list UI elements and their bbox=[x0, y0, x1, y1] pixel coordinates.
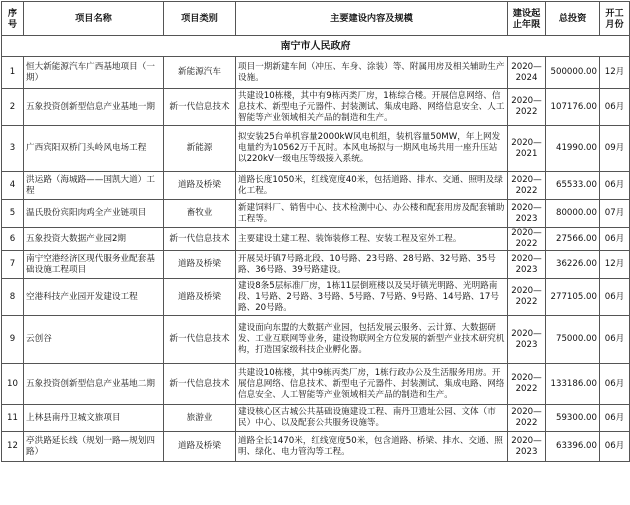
header-name: 项目名称 bbox=[24, 2, 164, 36]
cell-month: 06月 bbox=[600, 228, 630, 251]
cell-content: 共建设10栋楼，其中有9栋丙类厂房，1栋综合楼。开展信息网络、信息技术、新型电子元器件、封装测试、集成电路、网络信息安全、人工智能等产业领域相关产品的制造和生产。 bbox=[236, 89, 508, 126]
cell-category: 道路及桥梁 bbox=[164, 432, 236, 462]
cell-category: 道路及桥梁 bbox=[164, 251, 236, 279]
table-row bbox=[2, 364, 630, 405]
cell-years: 2020—2022 bbox=[508, 89, 546, 126]
header-no: 序号 bbox=[2, 2, 24, 36]
cell-month: 06月 bbox=[600, 432, 630, 462]
cell-content: 开展吴圩镇7号路北段、10号路、23号路、28号路、32号路、35号路、36号路、39号路建设。 bbox=[236, 251, 508, 279]
cell-no: 6 bbox=[2, 228, 24, 251]
cell-name: 五象投资创新型信息产业基地二期 bbox=[24, 364, 164, 405]
header-row bbox=[2, 2, 630, 36]
cell-content: 建设面向东盟的大数据产业园，包括发展云服务、云计算、大数据研发、工业互联网等业务，建设物联网全方位发展的新型产业技术研究机构，打造国家级科技企业孵化器。 bbox=[236, 316, 508, 364]
cell-name: 温氏股份宾阳肉鸡全产业链项目 bbox=[24, 200, 164, 228]
projects-table bbox=[1, 1, 630, 462]
table-row bbox=[2, 172, 630, 200]
cell-name: 空港科技产业园开发建设工程 bbox=[24, 279, 164, 316]
cell-month: 06月 bbox=[600, 316, 630, 364]
cell-category: 旅游业 bbox=[164, 405, 236, 432]
cell-month: 12月 bbox=[600, 57, 630, 89]
table-row bbox=[2, 200, 630, 228]
cell-years: 2020—2022 bbox=[508, 172, 546, 200]
cell-month: 06月 bbox=[600, 172, 630, 200]
cell-content: 拟安装25台单机容量2000kW风电机组，装机容量50MW，年上网发电量约为10562万千瓦时。本风电场拟与一期风电场共用一座升压站以220kV一级电压等级接入系统。 bbox=[236, 126, 508, 172]
cell-years: 2020—2023 bbox=[508, 251, 546, 279]
table-row bbox=[2, 89, 630, 126]
table-row bbox=[2, 126, 630, 172]
cell-category: 新能源汽车 bbox=[164, 57, 236, 89]
header-month: 开工月份 bbox=[600, 2, 630, 36]
cell-category: 道路及桥梁 bbox=[164, 279, 236, 316]
cell-name: 广西宾阳双桥门头岭风电场工程 bbox=[24, 126, 164, 172]
cell-investment: 80000.00 bbox=[546, 200, 600, 228]
cell-content: 共建设10栋楼，其中9栋丙类厂房，1栋行政办公及生活服务用房。开展信息网络、信息技术、新型电子元器件、封装测试、集成电路、网络信息安全、人工智能等产业领域相关产品的制造和生产。 bbox=[236, 364, 508, 405]
cell-investment: 59300.00 bbox=[546, 405, 600, 432]
cell-month: 06月 bbox=[600, 279, 630, 316]
table-row bbox=[2, 405, 630, 432]
cell-investment: 133186.00 bbox=[546, 364, 600, 405]
cell-category: 畜牧业 bbox=[164, 200, 236, 228]
cell-no: 2 bbox=[2, 89, 24, 126]
cell-content: 主要建设土建工程、装饰装修工程、安装工程及室外工程。 bbox=[236, 228, 508, 251]
cell-no: 3 bbox=[2, 126, 24, 172]
cell-years: 2020—2022 bbox=[508, 405, 546, 432]
group-row bbox=[2, 36, 630, 57]
cell-name: 云创谷 bbox=[24, 316, 164, 364]
cell-no: 4 bbox=[2, 172, 24, 200]
cell-name: 上林县南丹卫城文旅项目 bbox=[24, 405, 164, 432]
cell-years: 2020—2024 bbox=[508, 57, 546, 89]
cell-category: 道路及桥梁 bbox=[164, 172, 236, 200]
cell-investment: 36226.00 bbox=[546, 251, 600, 279]
cell-investment: 27566.00 bbox=[546, 228, 600, 251]
cell-category: 新一代信息技术 bbox=[164, 364, 236, 405]
cell-years: 2020—2023 bbox=[508, 200, 546, 228]
cell-name: 恒大新能源汽车广西基地项目（一期） bbox=[24, 57, 164, 89]
cell-investment: 500000.00 bbox=[546, 57, 600, 89]
cell-category: 新能源 bbox=[164, 126, 236, 172]
cell-investment: 41990.00 bbox=[546, 126, 600, 172]
cell-no: 8 bbox=[2, 279, 24, 316]
cell-content: 项目一期新建车间（冲压、车身、涂装）等、附属用房及相关辅助生产设施。 bbox=[236, 57, 508, 89]
cell-category: 新一代信息技术 bbox=[164, 89, 236, 126]
cell-no: 7 bbox=[2, 251, 24, 279]
cell-no: 11 bbox=[2, 405, 24, 432]
cell-month: 06月 bbox=[600, 405, 630, 432]
cell-years: 2020—2021 bbox=[508, 126, 546, 172]
cell-content: 道路全长1470米，红线宽度50米，包含道路、桥梁、排水、交通、照明、绿化、电力管沟等工程。 bbox=[236, 432, 508, 462]
cell-content: 建设核心区古城公共基础设施建设工程、南丹卫遗址公园、文体（市民）中心、以及配套公共服务设施等。 bbox=[236, 405, 508, 432]
cell-no: 5 bbox=[2, 200, 24, 228]
group-title: 南宁市人民政府 bbox=[2, 36, 630, 57]
cell-month: 06月 bbox=[600, 364, 630, 405]
table-row bbox=[2, 57, 630, 89]
cell-content: 建设8条5层标准厂房，1栋11层倒班楼以及吴圩镇光明路、光明路南段、1号路、2号路、3号路、5号路、7号路、9号路、14号路、17号路、20号路。 bbox=[236, 279, 508, 316]
cell-investment: 75000.00 bbox=[546, 316, 600, 364]
cell-investment: 107176.00 bbox=[546, 89, 600, 126]
cell-no: 10 bbox=[2, 364, 24, 405]
cell-month: 09月 bbox=[600, 126, 630, 172]
table-row bbox=[2, 279, 630, 316]
cell-name: 五象投资创新型信息产业基地一期 bbox=[24, 89, 164, 126]
header-category: 项目类别 bbox=[164, 2, 236, 36]
cell-category: 新一代信息技术 bbox=[164, 316, 236, 364]
cell-no: 12 bbox=[2, 432, 24, 462]
cell-investment: 63396.00 bbox=[546, 432, 600, 462]
header-content: 主要建设内容及规模 bbox=[236, 2, 508, 36]
header-years: 建设起止年限 bbox=[508, 2, 546, 36]
cell-years: 2020—2023 bbox=[508, 432, 546, 462]
cell-month: 06月 bbox=[600, 89, 630, 126]
header-investment: 总投资 bbox=[546, 2, 600, 36]
cell-content: 道路长度1050米，红线宽度40米，包括道路、排水、交通、照明及绿化工程。 bbox=[236, 172, 508, 200]
table-row bbox=[2, 316, 630, 364]
cell-month: 07月 bbox=[600, 200, 630, 228]
cell-name: 洪运路（海城路——国凯大道）工程 bbox=[24, 172, 164, 200]
cell-name: 南宁空港经济区现代服务业配套基础设施工程项目 bbox=[24, 251, 164, 279]
table-row bbox=[2, 251, 630, 279]
cell-years: 2020—2022 bbox=[508, 228, 546, 251]
cell-name: 五象投资大数据产业园2期 bbox=[24, 228, 164, 251]
cell-years: 2020—2022 bbox=[508, 364, 546, 405]
cell-name: 亭洪路延长线（规划一路—规划四路） bbox=[24, 432, 164, 462]
table-row bbox=[2, 432, 630, 462]
table-row bbox=[2, 228, 630, 251]
cell-category: 新一代信息技术 bbox=[164, 228, 236, 251]
cell-years: 2020—2022 bbox=[508, 279, 546, 316]
cell-investment: 277105.00 bbox=[546, 279, 600, 316]
cell-years: 2020—2023 bbox=[508, 316, 546, 364]
cell-content: 新建饲料厂、销售中心、技术检测中心、办公楼和配套用房及配套辅助工程等。 bbox=[236, 200, 508, 228]
cell-no: 1 bbox=[2, 57, 24, 89]
cell-month: 12月 bbox=[600, 251, 630, 279]
cell-no: 9 bbox=[2, 316, 24, 364]
cell-investment: 65533.00 bbox=[546, 172, 600, 200]
